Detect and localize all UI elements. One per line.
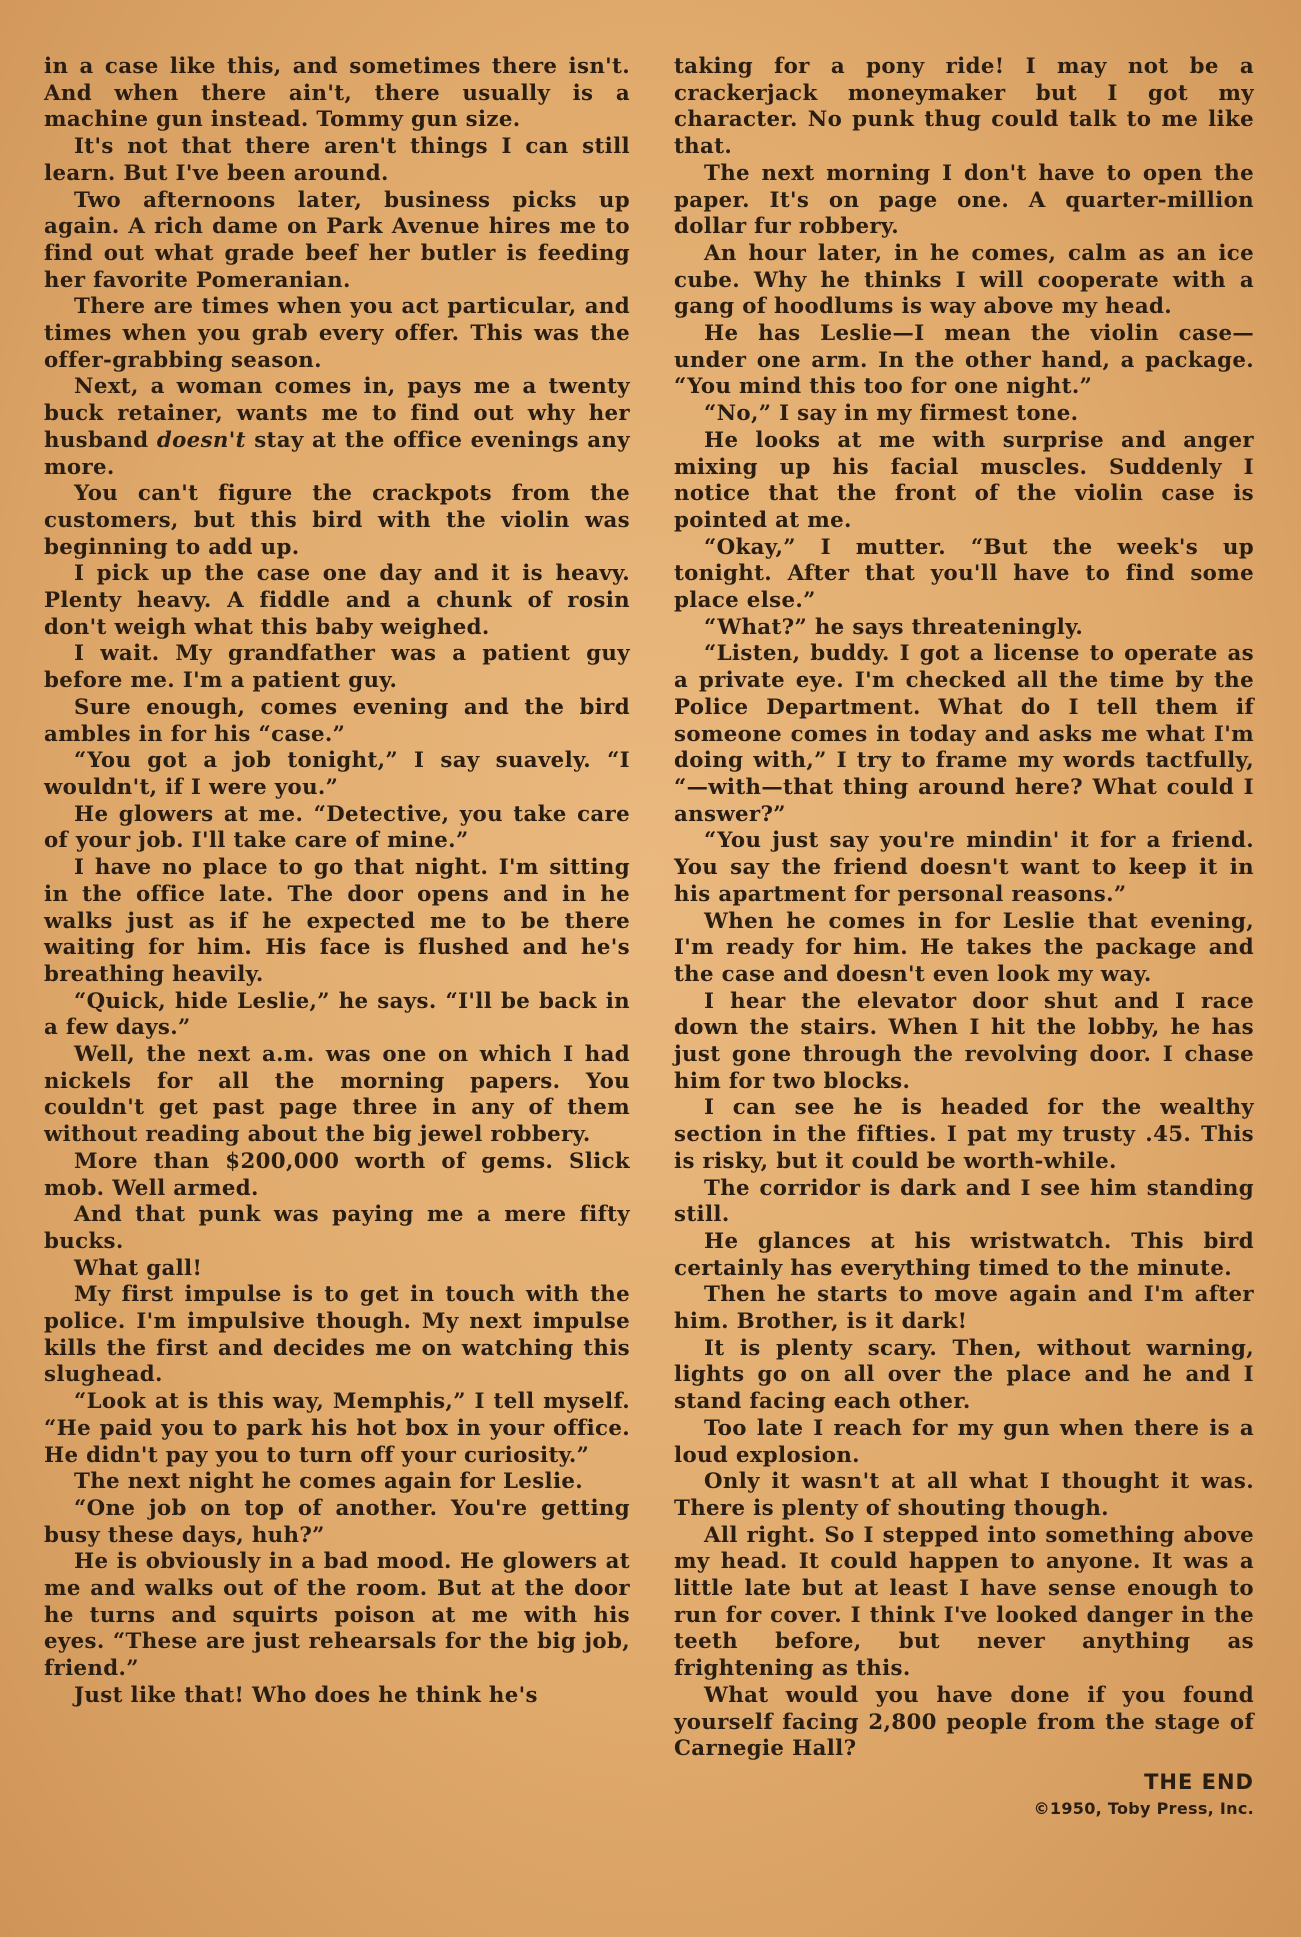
paragraph: And that punk was paying me a mere fifty bucks. [44, 1202, 630, 1254]
paragraph: The corridor is dark and I see him standing still. [674, 1175, 1254, 1228]
copyright-notice: ©1950, Toby Press, Inc. [1033, 1798, 1254, 1818]
paragraph: “No,” I say in my firmest tone. [704, 401, 1079, 427]
paragraph: “You just say you're mindin' it for a friend. You say the friend doesn't want to keep it in his apartment for personal reasons.” [674, 828, 1254, 907]
text-run: stay at the office evenings any more. [44, 427, 630, 480]
text-run: Next, a woman comes in, pays me a twenty buck retainer, wants me to find out why her husband [44, 374, 630, 453]
paragraph: He glances at his wristwatch. This bird certainly has everything timed to the minute. [674, 1228, 1254, 1281]
paragraph: He is obviously in a bad mood. He glowers at me and walks out of the room. But at the door he turns and squirts poison at me with his eyes. “These are just rehearsals for the big job, friend.” [44, 1549, 630, 1682]
paragraph: My first impulse is to get in touch with the police. I'm impulsive though. My next impulse kills the first and decides me on watching this slughead. [44, 1282, 630, 1388]
paragraph: The next night he comes again for Leslie. [74, 1469, 584, 1495]
paragraph: in a case like this, and sometimes there isn't. And when there ain't, there usually is a machine gun instead. Tommy gun size. [44, 54, 630, 133]
paragraph: “What?” he says threateningly. [704, 614, 1084, 640]
paragraph: “Quick, hide Leslie,” he says. “I'll be back in a few days.” [44, 988, 630, 1041]
paragraph [44, 374, 630, 481]
paragraph: It's not that there aren't things I can still learn. But I've been around. [44, 134, 630, 186]
paragraph: Well, the next a.m. was one on which I had nickels for all the morning papers. You couldn't get past page three in any of them without reading about the big jewel robbery. [44, 1042, 630, 1148]
paragraph: The next morning I don't have to open the paper. It's on page one. A quarter-million dollar fur robbery. [674, 160, 1254, 240]
paragraph: He glowers at me. “Detective, you take care of your job. I'll take care of mine.” [44, 801, 630, 854]
paragraph: I can see he is headed for the wealthy section in the fifties. I pat my trusty .45. This is risky, but it could be worth-while. [674, 1095, 1254, 1174]
paragraph: Then he starts to move again and I'm after him. Brother, is it dark! [674, 1282, 1254, 1335]
paragraph: You can't figure the crackpots from the customers, but this bird with the violin was beginning to add up. [44, 481, 630, 560]
paragraph: When he comes in for Leslie that evening, I'm ready for him. He takes the package and the case and doesn't even look my way. [674, 908, 1254, 987]
paragraph: It is plenty scary. Then, without warning, lights go on all over the place and he and I stand facing each other. [674, 1335, 1254, 1415]
paragraph: More than $200,000 worth of gems. Slick mob. Well armed. [44, 1148, 630, 1201]
paragraph: An hour later, in he comes, calm as an ice cube. Why he thinks I will cooperate with a gang of hoodlums is way above my head. [674, 240, 1254, 320]
paragraph: Just like that! Who does he think he's [74, 1682, 538, 1708]
paragraph: What would you have done if you found yourself facing 2,800 people from the stage of Carnegie Hall? [674, 1682, 1254, 1762]
paragraph: He looks at me with surprise and anger mixing up his facial muscles. Suddenly I notice that the front of the violin case is pointed at me. [674, 427, 1254, 533]
paragraph: I have no place to go that night. I'm sitting in the office late. The door opens and in he walks just as if he expected me to be there waiting for him. His face is flushed and he's breathing heavily. [44, 855, 630, 987]
right-column [674, 54, 1254, 1822]
paragraph: Too late I reach for my gun when there is a loud explosion. [674, 1415, 1254, 1468]
paragraph: “Look at is this way, Memphis,” I tell myself. “He paid you to park his hot box in your office. He didn't pay you to turn off your curiosity.” [44, 1389, 630, 1468]
paragraph: Two afternoons later, business picks up again. A rich dame on Park Avenue hires me to find out what grade beef her butler is feeding her favorite Pomeranian. [44, 187, 630, 293]
left-column [44, 54, 630, 1710]
paragraph: taking for a pony ride! I may not be a crackerjack moneymaker but I got my character. No punk thug could talk to me like that. [674, 54, 1254, 160]
paragraph: All right. So I stepped into something above my head. It could happen to anyone. It was a little late but at least I have sense enough to run for cover. I think I've looked danger in the teeth before, but never anything as frightening as this. [674, 1522, 1254, 1682]
paragraph: I wait. My grandfather was a patient guy before me. I'm a patient guy. [44, 641, 630, 694]
paragraph: “You got a job tonight,” I say suavely. “I wouldn't, if I were you.” [44, 748, 630, 800]
paragraph: There are times when you act particular, and times when you grab every offer. This was the offer-grabbing season. [44, 294, 630, 373]
paragraph: Sure enough, comes evening and the bird ambles in for his “case.” [44, 694, 630, 747]
paragraph: Only it wasn't at all what I thought it was. There is plenty of shouting though. [674, 1469, 1254, 1521]
the-end-label: THE END [1144, 1770, 1254, 1794]
paragraph: What gall! [74, 1255, 203, 1281]
paragraph: I hear the elevator door shut and I race down the stairs. When I hit the lobby, he has just gone through the revolving door. I chase him for two blocks. [674, 988, 1254, 1094]
paragraph: “Listen, buddy. I got a license to operate as a private eye. I'm checked all the time by the Police Department. What do I tell them if someone comes in today and asks me what I'm doing with,” I try to frame my words tactfully, “—with—that thing around here? What could I answer?” [674, 641, 1254, 827]
paragraph: He has Leslie—I mean the violin case—under one arm. In the other hand, a package. “You mind this too for one night.” [674, 321, 1254, 400]
paragraph: I pick up the case one day and it is heavy. Plenty heavy. A fiddle and a chunk of rosin don't weigh what this baby weighed. [44, 561, 630, 640]
emphasis-text: doesn't [156, 427, 246, 453]
paragraph: “One job on top of another. You're getting busy these days, huh?” [44, 1495, 630, 1548]
paragraph: “Okay,” I mutter. “But the week's up tonight. After that you'll have to find some place else.” [674, 534, 1254, 614]
